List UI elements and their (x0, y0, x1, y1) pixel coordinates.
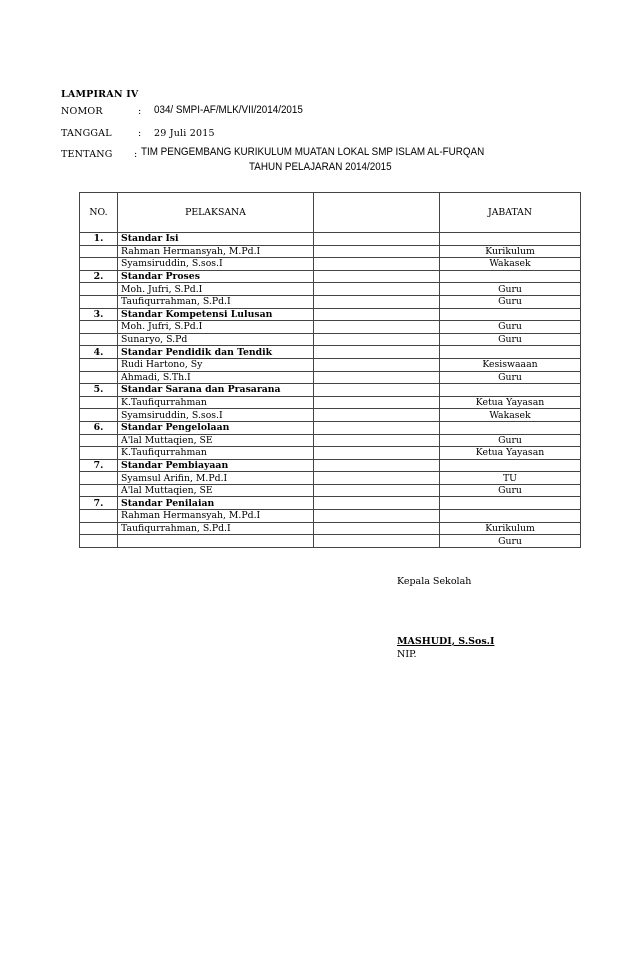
row-blank-cell (314, 434, 440, 447)
row-blank-cell (314, 535, 440, 548)
section-title: Standar Pengelolaan (118, 421, 314, 434)
row-number: 1. (80, 233, 118, 246)
row-number: 2. (80, 270, 118, 283)
signature-name: MASHUDI, S.Sos.I (397, 636, 495, 647)
section-title: Standar Pendidik dan Tendik (118, 346, 314, 359)
row-number (80, 510, 118, 523)
table-header-row (80, 193, 581, 233)
section-title: Standar Proses (118, 270, 314, 283)
personnel-position (440, 421, 581, 434)
personnel-name: A'lal Muttaqien, SE (118, 434, 314, 447)
personnel-position: Ketua Yayasan (440, 396, 581, 409)
section-title: Standar Isi (118, 233, 314, 246)
table-section-row (80, 346, 581, 359)
table-section-row (80, 308, 581, 321)
row-number (80, 258, 118, 271)
table-row (80, 245, 581, 258)
row-number: 5. (80, 384, 118, 397)
header-pelaksana: PELAKSANA (118, 193, 314, 233)
table-row (80, 510, 581, 523)
personnel-position (440, 270, 581, 283)
personnel-position: Guru (440, 295, 581, 308)
row-number (80, 484, 118, 497)
personnel-name: Taufiqurrahman, S.Pd.I (118, 522, 314, 535)
row-blank-cell (314, 245, 440, 258)
table-section-row (80, 233, 581, 246)
row-blank-cell (314, 308, 440, 321)
table-row (80, 409, 581, 422)
row-blank-cell (314, 270, 440, 283)
personnel-position: Guru (440, 484, 581, 497)
row-number (80, 245, 118, 258)
tentang-value-line1: TIM PENGEMBANG KURIKULUM MUATAN LOKAL SMP ISLAM AL-FURQAN (141, 146, 485, 158)
personnel-table-body (80, 193, 581, 548)
table-row (80, 358, 581, 371)
personnel-name: Syamsiruddin, S.sos.I (118, 409, 314, 422)
personnel-position (440, 308, 581, 321)
row-number (80, 321, 118, 334)
row-number: 4. (80, 346, 118, 359)
tanggal-label: TANGGAL (61, 128, 112, 139)
row-blank-cell (314, 409, 440, 422)
personnel-position (440, 497, 581, 510)
personnel-name: Ahmadi, S.Th.I (118, 371, 314, 384)
table-row (80, 371, 581, 384)
row-number (80, 358, 118, 371)
row-number (80, 447, 118, 460)
row-blank-cell (314, 459, 440, 472)
row-number (80, 333, 118, 346)
personnel-position (440, 233, 581, 246)
section-title: Standar Kompetensi Lulusan (118, 308, 314, 321)
personnel-name: Rahman Hermansyah, M.Pd.I (118, 510, 314, 523)
row-number (80, 283, 118, 296)
table-section-row (80, 270, 581, 283)
personnel-table (79, 192, 581, 548)
attachment-title: LAMPIRAN IV (61, 89, 139, 100)
table-row (80, 333, 581, 346)
section-title: Standar Pembiayaan (118, 459, 314, 472)
table-section-row (80, 384, 581, 397)
nomor-label: NOMOR (61, 106, 103, 117)
personnel-position: Guru (440, 321, 581, 334)
row-blank-cell (314, 295, 440, 308)
row-blank-cell (314, 497, 440, 510)
tentang-colon: : (134, 149, 138, 160)
row-blank-cell (314, 371, 440, 384)
row-blank-cell (314, 333, 440, 346)
table-section-row (80, 421, 581, 434)
personnel-position: Kurikulum (440, 522, 581, 535)
personnel-name: A'lal Muttaqien, SE (118, 484, 314, 497)
personnel-name: Syamsiruddin, S.sos.I (118, 258, 314, 271)
tanggal-value: 29 Juli 2015 (154, 128, 215, 139)
row-blank-cell (314, 522, 440, 535)
personnel-position (440, 346, 581, 359)
row-blank-cell (314, 346, 440, 359)
nomor-colon: : (138, 106, 142, 117)
personnel-name: Taufiqurrahman, S.Pd.I (118, 295, 314, 308)
row-blank-cell (314, 510, 440, 523)
row-number: 7. (80, 497, 118, 510)
personnel-position: TU (440, 472, 581, 485)
row-number (80, 522, 118, 535)
table-section-row (80, 497, 581, 510)
row-number: 6. (80, 421, 118, 434)
table-row (80, 258, 581, 271)
header-no: NO. (80, 193, 118, 233)
tanggal-colon: : (138, 128, 142, 139)
tentang-label: TENTANG (61, 149, 113, 160)
personnel-name (118, 535, 314, 548)
table-row (80, 321, 581, 334)
personnel-position (440, 510, 581, 523)
personnel-position: Ketua Yayasan (440, 447, 581, 460)
row-number (80, 472, 118, 485)
personnel-position: Guru (440, 535, 581, 548)
personnel-position: Guru (440, 333, 581, 346)
row-number: 7. (80, 459, 118, 472)
personnel-position: Wakasek (440, 258, 581, 271)
personnel-name: Moh. Jufri, S.Pd.I (118, 321, 314, 334)
row-number: 3. (80, 308, 118, 321)
row-blank-cell (314, 358, 440, 371)
table-row (80, 484, 581, 497)
table-row (80, 283, 581, 296)
section-title: Standar Penilaian (118, 497, 314, 510)
personnel-position: Kesiswaaan (440, 358, 581, 371)
personnel-position (440, 459, 581, 472)
personnel-name: K.Taufiqurrahman (118, 396, 314, 409)
personnel-name: Rudi Hartono, Sy (118, 358, 314, 371)
signature-nip: NIP. (397, 649, 417, 660)
personnel-name: Rahman Hermansyah, M.Pd.I (118, 245, 314, 258)
personnel-position: Guru (440, 371, 581, 384)
row-blank-cell (314, 447, 440, 460)
table-row (80, 447, 581, 460)
table-section-row (80, 459, 581, 472)
personnel-position: Kurikulum (440, 245, 581, 258)
table-row (80, 434, 581, 447)
signature-role: Kepala Sekolah (397, 576, 472, 587)
personnel-name: Moh. Jufri, S.Pd.I (118, 283, 314, 296)
table-row (80, 472, 581, 485)
personnel-position (440, 384, 581, 397)
header-jabatan: JABATAN (440, 193, 581, 233)
table-row (80, 522, 581, 535)
personnel-name: Sunaryo, S.Pd (118, 333, 314, 346)
row-blank-cell (314, 472, 440, 485)
personnel-position: Guru (440, 434, 581, 447)
nomor-value: 034/ SMPI-AF/MLK/VII/2014/2015 (154, 104, 303, 116)
section-title: Standar Sarana dan Prasarana (118, 384, 314, 397)
table-row (80, 295, 581, 308)
row-blank-cell (314, 258, 440, 271)
row-blank-cell (314, 421, 440, 434)
row-number (80, 371, 118, 384)
personnel-name: K.Taufiqurrahman (118, 447, 314, 460)
row-blank-cell (314, 233, 440, 246)
row-blank-cell (314, 484, 440, 497)
row-number (80, 295, 118, 308)
row-blank-cell (314, 396, 440, 409)
personnel-position: Wakasek (440, 409, 581, 422)
row-blank-cell (314, 283, 440, 296)
row-number (80, 409, 118, 422)
row-number (80, 396, 118, 409)
row-number (80, 535, 118, 548)
table-row (80, 396, 581, 409)
personnel-position: Guru (440, 283, 581, 296)
personnel-name: Syamsul Arifin, M.Pd.I (118, 472, 314, 485)
tentang-value-line2: TAHUN PELAJARAN 2014/2015 (249, 161, 392, 173)
row-blank-cell (314, 321, 440, 334)
row-blank-cell (314, 384, 440, 397)
row-number (80, 434, 118, 447)
header-blank (314, 193, 440, 233)
table-row (80, 535, 581, 548)
